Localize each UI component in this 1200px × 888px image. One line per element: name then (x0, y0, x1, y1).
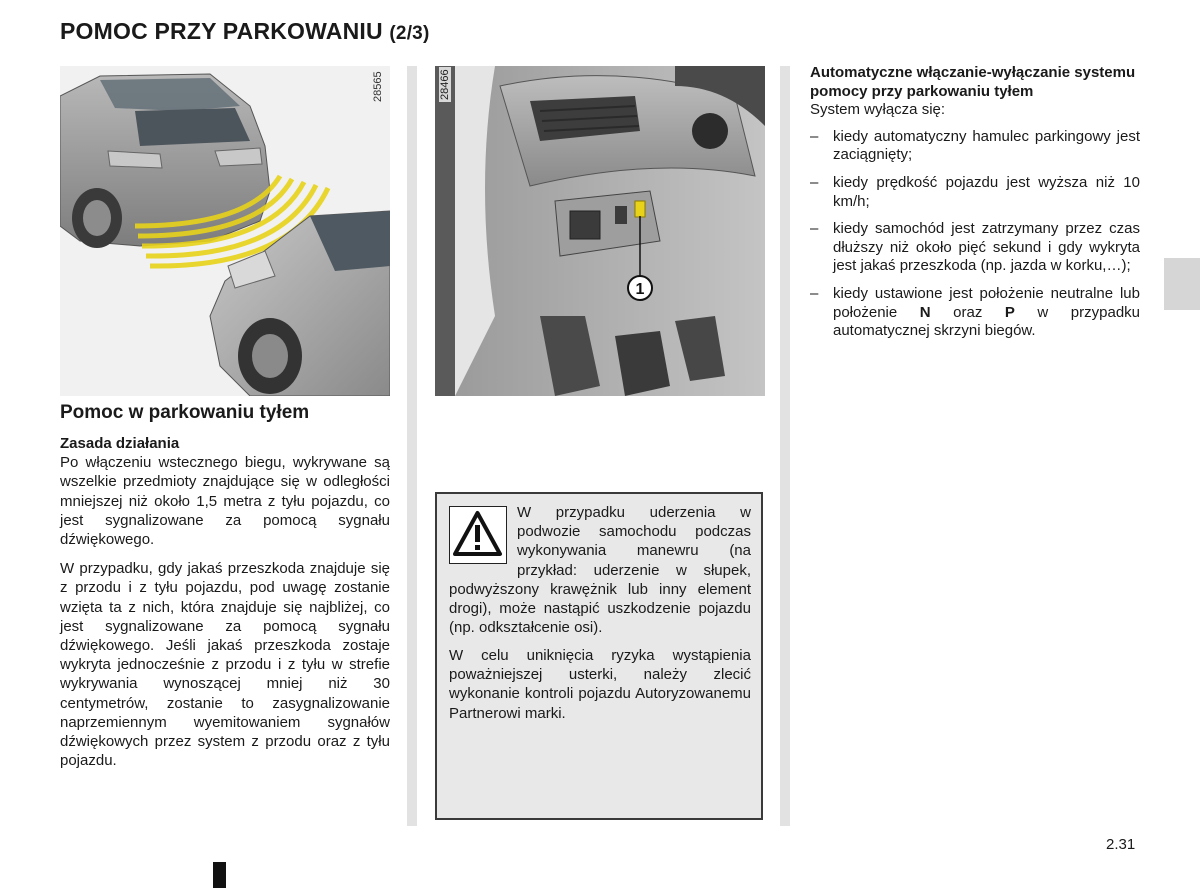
warning-triangle-icon (449, 506, 507, 564)
list-item-text: w przypadku automatycznej skrzyni biegów. (833, 303, 1141, 340)
list-item-text: kiedy prędkość pojazdu jest wyższa niż 10 km/h; (833, 173, 1140, 210)
callout-1-label: 1 (635, 281, 645, 298)
dash: – (810, 173, 819, 191)
page-number: 2.31 (1106, 836, 1136, 853)
column-divider-right (780, 66, 790, 826)
list-item (810, 128, 1140, 165)
subheading: Zasada działania (60, 435, 180, 452)
chapter-tab-marker (1164, 258, 1200, 310)
dashboard-button-illustration (435, 66, 765, 396)
warning-text-1: W przypadku uderzenia w podwozie samochodu podczas wykonywania manewru (na przykład: uderzenie w słupek, podwyższony krawężnik lub inny element drogi), może nastąpić uszkodzenie pojazdu (np. odkształcenie osi). (449, 504, 751, 637)
conditions-list (810, 128, 1140, 341)
dash: – (810, 284, 819, 302)
paragraph: W przypadku, gdy jakaś przeszkoda znajduje się z przodu i z tyłu pojazdu, pod uwagę zostanie wzięta ta z nich, która znajduje się najbliżej, co jest sygnalizowane za pomocą sygnału dźwiękowego. Jeśli jakaś przeszkoda zostaje wykryta jednocześnie z przodu i z tyłu w strefie wykrywania wynoszącej mniej niż 30 centymetrów, zostanie to zasygnalizowanie naprzemiennym wyemitowaniem sygnałów dźwiękowych przez system z przodu oraz z tyłu pojazdu. (60, 560, 390, 770)
list-item-text: kiedy ustawione jest położenie neutralne lub położenie (833, 284, 1140, 321)
right-intro: System wyłącza się: (810, 101, 946, 119)
column-divider-left (407, 66, 417, 826)
dashboard-drawing (435, 66, 765, 396)
list-item-text: kiedy automatyczny hamulec parkingowy jest zaciągnięty; (833, 127, 1140, 164)
right-column-text (810, 64, 1140, 350)
right-heading: Automatyczne włączanie-wyłączanie systemu pomocy przy parkowaniu tyłem (810, 64, 1136, 100)
title-text: POMOC PRZY PARKOWANIU (60, 18, 383, 44)
warning-paragraph: W celu uniknięcia ryzyka wystąpienia poważniejszej usterki, należy zlecić wykonanie kontroli pojazdu Autoryzowanemu Partnerowi marki. (449, 647, 751, 722)
list-item (810, 174, 1140, 211)
section-heading: Pomoc w parkowaniu tyłem (60, 402, 310, 423)
gear-n: N (919, 303, 931, 321)
list-item (810, 220, 1140, 276)
page-title (60, 18, 429, 45)
figure-number: 28565 (372, 71, 384, 102)
warning-box (435, 492, 763, 820)
list-item-text: kiedy samochód jest zatrzymany przez czas dłuższy niż około pięć sekund i gdy wykryta jest jakaś przeszkoda (np. jazda w korku,…); (833, 220, 1140, 275)
left-column-text (60, 434, 390, 780)
dash: – (810, 127, 819, 145)
car-rear-sensors-drawing (60, 66, 390, 396)
title-part: (2/3) (389, 23, 430, 44)
gear-p: P (1004, 303, 1015, 321)
binding-mark (213, 862, 226, 888)
paragraph: Po włączeniu wstecznego biegu, wykrywane są wszelkie przedmioty znajdujące się w odległości mniejszej niż około 1,5 metra z tyłu pojazdu, co jest sygnalizowane za pomocą sygnału dźwiękowego. (60, 454, 390, 549)
list-item-text: oraz (930, 303, 1005, 321)
parking-sensor-illustration (60, 66, 390, 396)
dash: – (810, 220, 819, 238)
figure-number: 28466 (439, 69, 451, 100)
list-item (810, 285, 1140, 341)
